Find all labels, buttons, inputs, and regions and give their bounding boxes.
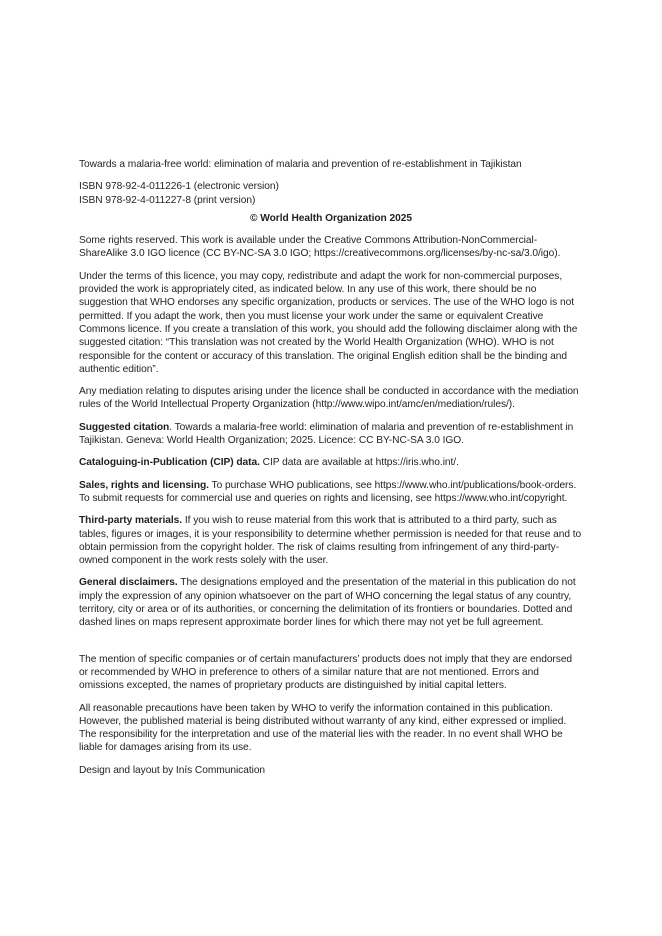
isbn-electronic: ISBN 978-92-4-011226-1 (electronic version) (79, 181, 279, 193)
copyright-page (79, 158, 583, 777)
general-disclaimers-paragraph (79, 576, 583, 629)
general-disclaimers-text: The designations employed and the presentation of the material in this publication do not imply the expression of any opinion whatsoever on the part of WHO concerning the legal status of any country, territory, city or area or of its authorities, or concerning the delimitation of its frontiers or boundaries. Dotted and dashed lines on maps represent approximate border lines for which there may not yet be full agreement. (79, 577, 576, 629)
sales-label: Sales, rights and licensing. (79, 479, 209, 491)
cip-text: CIP data are available at https://iris.who.int/. (259, 457, 459, 469)
rights-paragraph: Some rights reserved. This work is available under the Creative Commons Attribution-NonCommercial-ShareAlike 3.0 IGO licence (CC BY-NC-SA 3.0 IGO; https://creativecommons.org/licenses/by-nc-sa/3.0/igo). (79, 235, 561, 260)
licence-terms-paragraph: Under the terms of this licence, you may copy, redistribute and adapt the work for non-commercial purposes, provided the work is appropriately cited, as indicated below. In any use of this work, there should be no suggestion that WHO endorses any specific organization, products or services. The use of the WHO logo is not permitted. If you adapt the work, then you must license your work under the same or equivalent Creative Commons licence. If you create a translation of this work, you should add the following disclaimer along with the suggested citation: “This translation was not created by the World Health Organization (WHO). WHO is not responsible for the content or accuracy of this translation. The original English edition shall be the binding and authentic edition”. (79, 270, 578, 375)
isbn-block (79, 180, 583, 207)
suggested-citation-label: Suggested citation (79, 421, 170, 433)
general-disclaimers-label: General disclaimers. (79, 577, 178, 589)
third-party-label: Third-party materials. (79, 515, 183, 527)
mediation-paragraph: Any mediation relating to disputes arising under the licence shall be conducted in accordance with the mediation rules of the World Intellectual Property Organization (http://www.wipo.int/amc/en/mediation/rules/). (79, 386, 579, 411)
companies-paragraph: The mention of specific companies or of certain manufacturers’ products does not imply that they are endorsed or recommended by WHO in preference to others of a similar nature that are not mentioned. Errors and omissions excepted, the names of proprietary products are distinguished by initial capital letters. (79, 653, 573, 692)
sales-text: To purchase WHO publications, see https://www.who.int/publications/book-orders. To submit requests for commercial use and queries on rights and licensing, see https://www.who.int/copyright. (79, 479, 577, 504)
third-party-text: If you wish to reuse material from this work that is attributed to a third party, such as tables, figures or images, it is your responsibility to determine whether permission is needed for that reuse and to obtain permission from the copyright holder. The risk of claims resulting from infringement of any third-party-owned component in the work rests solely with the user. (79, 515, 582, 567)
isbn-print: ISBN 978-92-4-011227-8 (print version) (79, 194, 256, 206)
third-party-paragraph (79, 514, 583, 567)
publication-title: Towards a malaria-free world: elimination of malaria and prevention of re-establishment in Tajikistan (79, 159, 522, 170)
cip-paragraph (79, 456, 583, 469)
suggested-citation-paragraph (79, 421, 583, 448)
sales-paragraph (79, 479, 583, 506)
design-credit: Design and layout by Inís Communication (79, 764, 266, 776)
cip-label: Cataloguing-in-Publication (CIP) data. (79, 457, 260, 469)
precautions-paragraph: All reasonable precautions have been taken by WHO to verify the information contained in this publication. However, the published material is being distributed without warranty of any kind, either expressed or implied. The responsibility for the interpretation and use of the material lies with the reader. In no event shall WHO be liable for damages arising from its use. (79, 702, 567, 754)
suggested-citation-text: . Towards a malaria-free world: elimination of malaria and prevention of re-establishment in Tajikistan. Geneva: World Health Organization; 2025. Licence: CC BY-NC-SA 3.0 IGO. (79, 421, 574, 447)
copyright-notice: © World Health Organization 2025 (250, 212, 412, 224)
